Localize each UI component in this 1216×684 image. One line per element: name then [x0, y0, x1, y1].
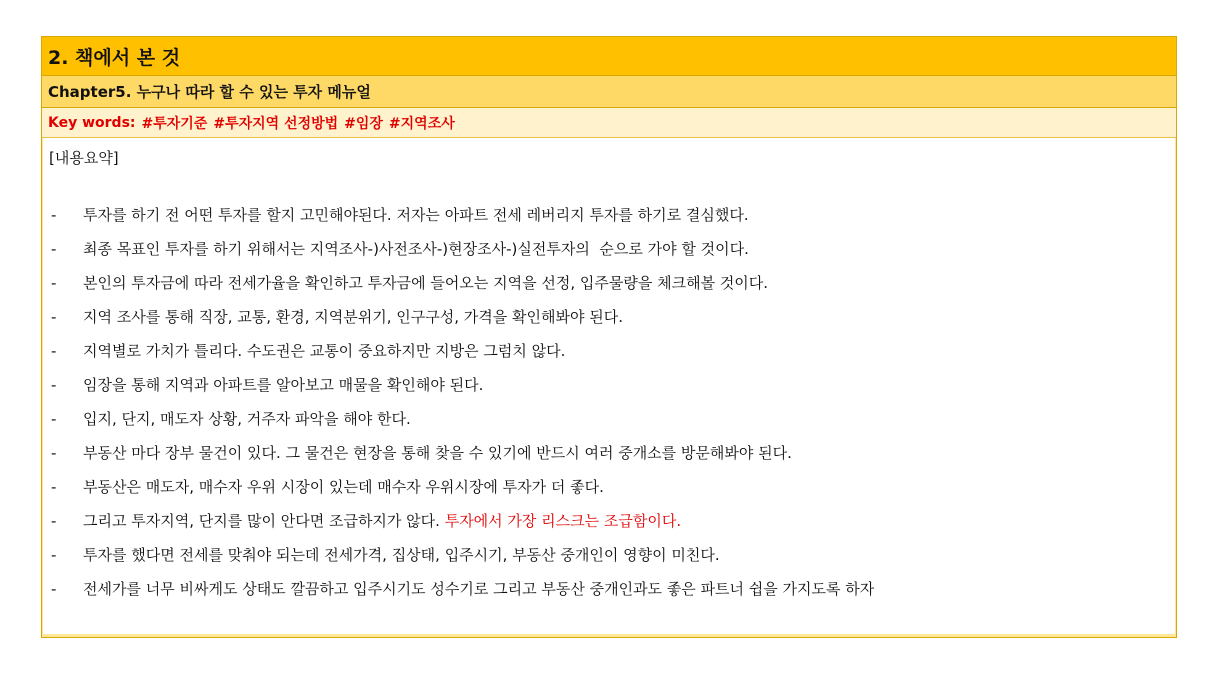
- bullet-dash: -: [51, 410, 57, 428]
- list-item: [49, 470, 1175, 504]
- bullet-text: 그리고 투자지역, 단지를 많이 안다면 조급하지가 않다.: [83, 512, 445, 530]
- bullet-dash: -: [51, 206, 57, 224]
- bullet-text: 투자를 하기 전 어떤 투자를 할지 고민해야된다. 저자는 아파트 전세 레버리지 투자를 하기로 결심했다.: [83, 206, 749, 224]
- bullet-text: 임장을 통해 지역과 아파트를 알아보고 매물을 확인해야 된다.: [83, 376, 484, 394]
- summary-card: [41, 36, 1177, 638]
- keyword-tag: #투자기준: [141, 115, 208, 132]
- keyword-tag: #투자지역 선정방법: [213, 115, 339, 132]
- keywords-label: Key words:: [48, 114, 136, 131]
- bullet-text: 본인의 투자금에 따라 전세가율을 확인하고 투자금에 들어오는 지역을 선정, 입주물량을 체크해볼 것이다.: [83, 274, 769, 292]
- keyword-tag: #지역조사: [388, 115, 455, 132]
- bullet-dash: -: [51, 478, 57, 496]
- list-item: [49, 402, 1175, 436]
- bullet-text: 부동산 마다 장부 물건이 있다. 그 물건은 현장을 통해 찾을 수 있기에 반드시 여러 중개소를 방문해봐야 된다.: [83, 444, 792, 462]
- content-area: [42, 138, 1176, 637]
- bullet-text: 지역 조사를 통해 직장, 교통, 환경, 지역분위기, 인구구성, 가격을 확인해봐야 된다.: [83, 308, 623, 326]
- bullet-dash: -: [51, 376, 57, 394]
- bullet-dash: -: [51, 512, 57, 530]
- bullet-text: 지역별로 가치가 틀리다. 수도권은 교통이 중요하지만 지방은 그럼치 않다.: [83, 342, 566, 360]
- list-item: [49, 198, 1175, 232]
- list-item: [49, 266, 1175, 300]
- bullet-dash: -: [51, 342, 57, 360]
- bullet-list: [49, 198, 1175, 606]
- bullet-dash: -: [51, 308, 57, 326]
- chapter-title: [42, 76, 1176, 108]
- section-title-text: 2. 책에서 본 것: [48, 46, 181, 69]
- list-item: [49, 504, 1175, 538]
- bullet-text: 부동산은 매도자, 매수자 우위 시장이 있는데 매수자 우위시장에 투자가 더 좋다.: [83, 478, 604, 496]
- bullet-text: 최종 목표인 투자를 하기 위해서는 지역조사-)사전조사-)현장조사-)실전투자의 순으로 가야 할 것이다.: [83, 240, 749, 258]
- list-item: [49, 436, 1175, 470]
- bullet-dash: -: [51, 274, 57, 292]
- chapter-title-text: Chapter5. 누구나 따라 할 수 있는 투자 메뉴얼: [48, 83, 371, 101]
- list-item: [49, 538, 1175, 572]
- bullet-text: 투자를 했다면 전세를 맞춰야 되는데 전세가격, 집상태, 입주시기, 부동산 중개인이 영향이 미친다.: [83, 546, 720, 564]
- bullet-dash: -: [51, 546, 57, 564]
- bullet-highlight: 투자에서 가장 리스크는 조급함이다.: [444, 512, 682, 530]
- bullet-dash: -: [51, 444, 57, 462]
- list-item: [49, 572, 1175, 606]
- bullet-dash: -: [51, 580, 57, 598]
- keywords-row: [42, 108, 1176, 138]
- list-item: [49, 368, 1175, 402]
- list-item: [49, 232, 1175, 266]
- bullet-text: 전세가를 너무 비싸게도 상태도 깔끔하고 입주시기도 성수기로 그리고 부동산 중개인과도 좋은 파트너 쉽을 가지도록 하자: [83, 580, 875, 598]
- bullet-text: 입지, 단지, 매도자 상황, 거주자 파악을 해야 한다.: [83, 410, 411, 428]
- list-item: [49, 334, 1175, 368]
- keyword-tag: #임장: [344, 115, 383, 132]
- blank-line: [49, 170, 1175, 198]
- section-title: [42, 37, 1176, 76]
- summary-label: [내용요약]: [49, 149, 119, 167]
- list-item: [49, 300, 1175, 334]
- bullet-dash: -: [51, 240, 57, 258]
